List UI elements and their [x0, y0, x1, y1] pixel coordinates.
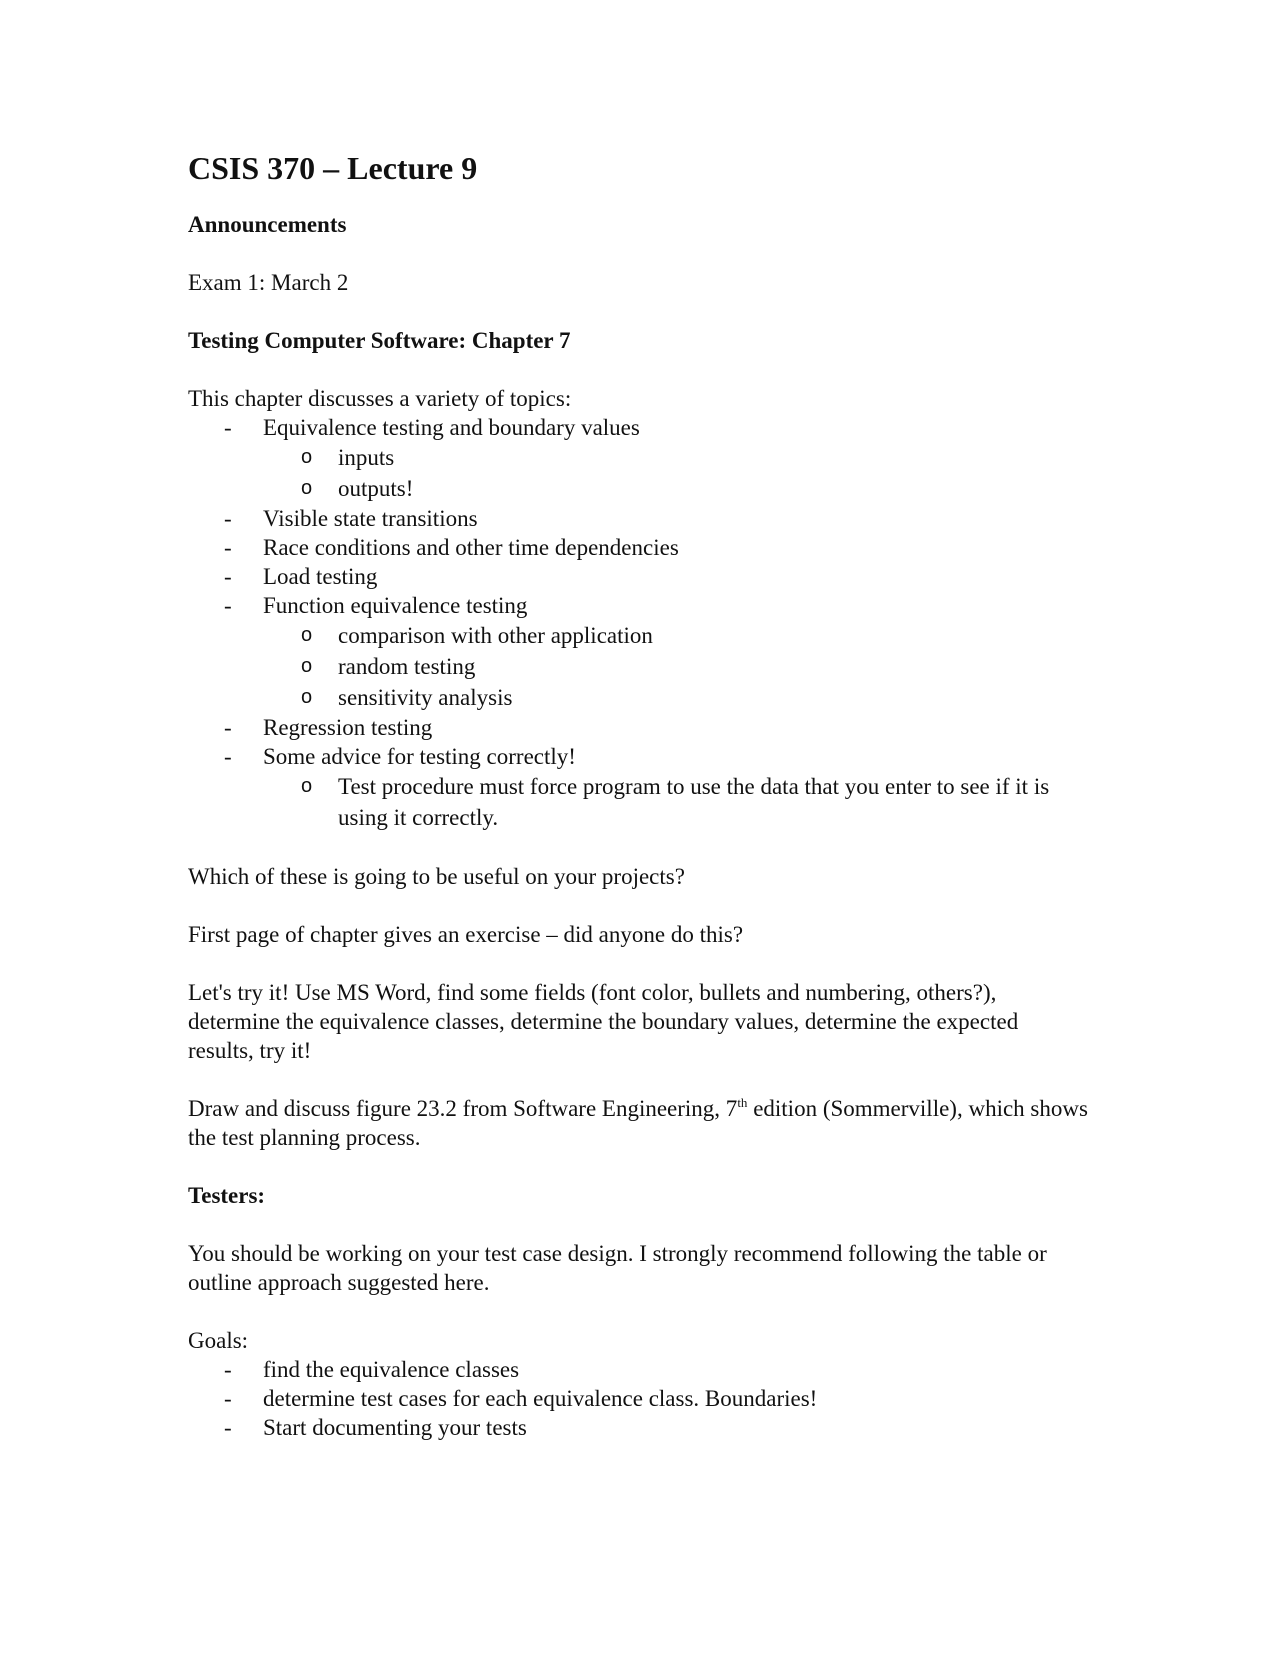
sub-list-item-label: sensitivity analysis [338, 685, 513, 710]
figure-text-end: edition (Sommerville), which shows the test planning process. [188, 1096, 1088, 1150]
list-item [188, 713, 1088, 742]
list-item [188, 413, 1088, 504]
sub-list-item-label: inputs [338, 445, 395, 470]
list-item [188, 742, 1088, 833]
testers-heading: Testers: [188, 1183, 266, 1208]
sub-list-item [263, 473, 1088, 504]
announcements-heading: Announcements [188, 212, 347, 237]
dash-bullet: - [224, 1386, 232, 1411]
goals-label: Goals: [188, 1328, 249, 1353]
list-item-label: Visible state transitions [263, 506, 478, 531]
circle-bullet: o [301, 686, 313, 708]
list-item-label: Function equivalence testing [263, 593, 528, 618]
list-item [188, 1355, 1088, 1384]
edition-superscript: th [737, 1095, 748, 1110]
list-item-label: Load testing [263, 564, 378, 589]
chapter-intro: This chapter discusses a variety of topics: [188, 386, 572, 411]
try-it-paragraph: Let's try it! Use MS Word, find some fields (font color, bullets and numbering, others?), determine the equivalence classes, determine the boundary values, determine the expected results, try it! [188, 980, 1019, 1063]
sub-list-item-label: comparison with other application [338, 623, 653, 648]
document-body [188, 148, 1088, 1442]
sub-list-item-label: random testing [338, 654, 476, 679]
list-item-label: Race conditions and other time dependencies [263, 535, 679, 560]
chapter-heading: Testing Computer Software: Chapter 7 [188, 328, 571, 353]
sub-list-item [263, 442, 1088, 473]
dash-bullet: - [224, 593, 232, 618]
circle-bullet: o [301, 655, 313, 677]
exam-date: Exam 1: March 2 [188, 270, 349, 295]
useful-question: Which of these is going to be useful on your projects? [188, 864, 685, 889]
list-item [188, 504, 1088, 533]
goals-list [188, 1355, 1088, 1442]
exercise-paragraph: First page of chapter gives an exercise – did anyone do this? [188, 922, 744, 947]
list-item [188, 1413, 1088, 1442]
dash-bullet: - [224, 744, 232, 769]
circle-bullet: o [301, 775, 313, 797]
list-item-label: Regression testing [263, 715, 433, 740]
figure-paragraph [188, 1094, 1088, 1152]
dash-bullet: - [224, 415, 232, 440]
circle-bullet: o [301, 477, 313, 499]
list-item-label: Some advice for testing correctly! [263, 744, 576, 769]
goal-label: find the equivalence classes [263, 1357, 520, 1382]
dash-bullet: - [224, 715, 232, 740]
dash-bullet: - [224, 506, 232, 531]
dash-bullet: - [224, 1415, 232, 1440]
sub-list-item-label: outputs! [338, 476, 414, 501]
list-item-label: Equivalence testing and boundary values [263, 415, 640, 440]
dash-bullet: - [224, 564, 232, 589]
testers-paragraph: You should be working on your test case design. I strongly recommend following the table or outline approach suggested here. [188, 1241, 1047, 1295]
circle-bullet: o [301, 446, 313, 468]
sub-list [263, 771, 1088, 833]
list-item [188, 591, 1088, 713]
figure-text-start: Draw and discuss figure 23.2 from Software Engineering, 7 [188, 1096, 738, 1121]
sub-list-item [263, 651, 1088, 682]
list-item [188, 1384, 1088, 1413]
sub-list-item [263, 620, 1088, 651]
sub-list-item [263, 771, 1088, 833]
dash-bullet: - [224, 1357, 232, 1382]
sub-list [263, 620, 1088, 713]
goal-label: determine test cases for each equivalence class. Boundaries! [263, 1386, 818, 1411]
list-item [188, 533, 1088, 562]
topic-list [188, 413, 1088, 833]
list-item [188, 562, 1088, 591]
dash-bullet: - [224, 535, 232, 560]
sub-list-item-label: Test procedure must force program to use the data that you enter to see if it is using it correctly. [338, 774, 1050, 830]
sub-list [263, 442, 1088, 504]
goal-label: Start documenting your tests [263, 1415, 527, 1440]
page-title: CSIS 370 – Lecture 9 [188, 150, 478, 186]
sub-list-item [263, 682, 1088, 713]
circle-bullet: o [301, 624, 313, 646]
